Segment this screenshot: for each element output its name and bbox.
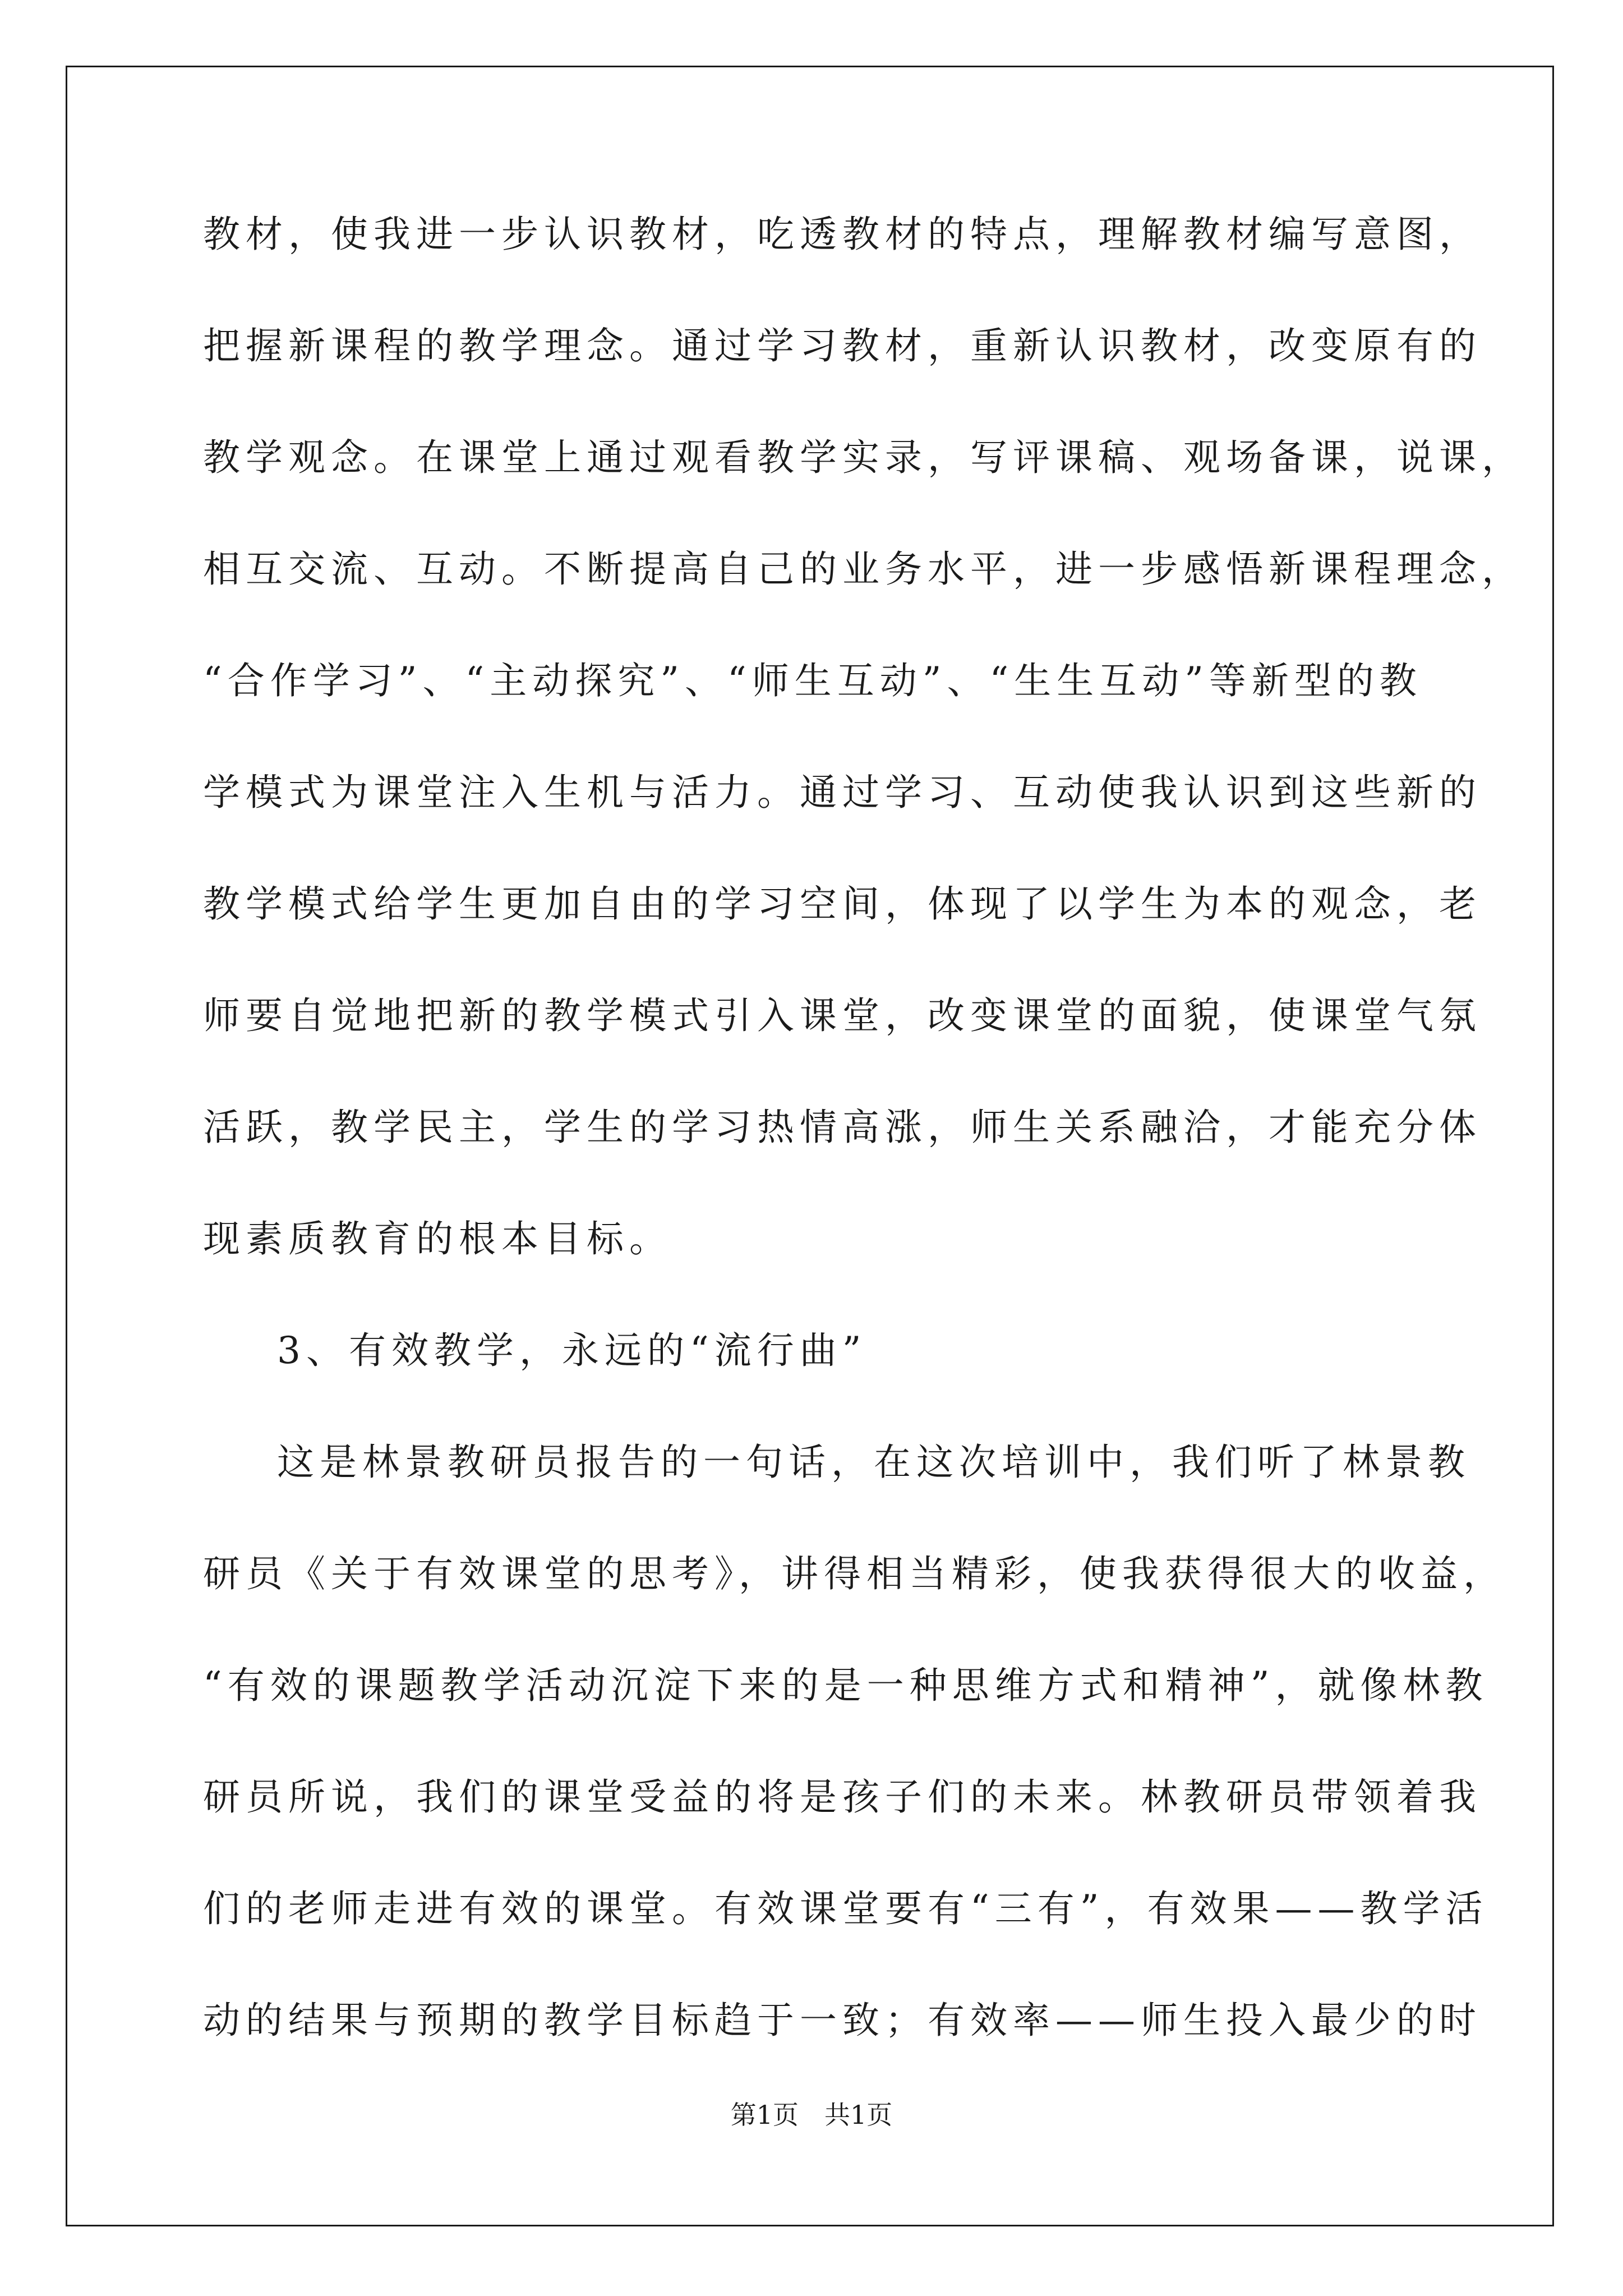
text-line: 相互交流、互动。不断提高自己的业务水平，进一步感悟新课程理念， <box>203 547 1524 591</box>
text-line: 现素质教育的根本目标。 <box>203 1217 672 1260</box>
text-line: 活跃，教学民主，学生的学习热情高涨，师生关系融洽，才能充分体 <box>203 1106 1482 1149</box>
section-heading: 3、有效教学，永远的“流行曲” <box>277 1329 867 1372</box>
text-line: 师要自觉地把新的教学模式引入课堂，改变课堂的面貌，使课堂气氛 <box>203 994 1482 1037</box>
document-body <box>203 201 1524 2099</box>
page-total: 共1页 <box>824 2100 893 2130</box>
text-line: 这是林景教研员报告的一句话，在这次培训中，我们听了林景教 <box>277 1441 1470 1484</box>
text-line: “合作学习”、“主动探究”、“师生互动”、“生生互动”等新型的教 <box>203 659 1422 702</box>
text-line: 研员所说，我们的课堂受益的将是孩子们的未来。林教研员带领着我 <box>203 1775 1482 1819</box>
page-number: 第1页 <box>730 2100 799 2130</box>
text-line: 教学模式给学生更加自由的学习空间，体现了以学生为本的观念，老 <box>203 882 1482 926</box>
text-line: 教材，使我进一步认识教材，吃透教材的特点，理解教材编写意图， <box>203 213 1482 256</box>
text-line: 动的结果与预期的教学目标趋于一致；有效率——师生投入最少的时 <box>203 1999 1482 2042</box>
text-line: “有效的课题教学活动沉淀下来的是一种思维方式和精神”，就像林教 <box>203 1664 1488 1707</box>
text-line: 研员《关于有效课堂的思考》，讲得相当精彩，使我获得很大的收益， <box>203 1552 1506 1595</box>
page-footer <box>0 2095 1623 2132</box>
text-line: 学模式为课堂注入生机与活力。通过学习、互动使我认识到这些新的 <box>203 771 1482 814</box>
text-line: 把握新课程的教学理念。通过学习教材，重新认识教材，改变原有的 <box>203 324 1482 367</box>
text-line: 教学观念。在课堂上通过观看教学实录，写评课稿、观场备课，说课， <box>203 436 1524 479</box>
text-line: 们的老师走进有效的课堂。有效课堂要有“三有”，有效果——教学活 <box>203 1887 1488 1930</box>
